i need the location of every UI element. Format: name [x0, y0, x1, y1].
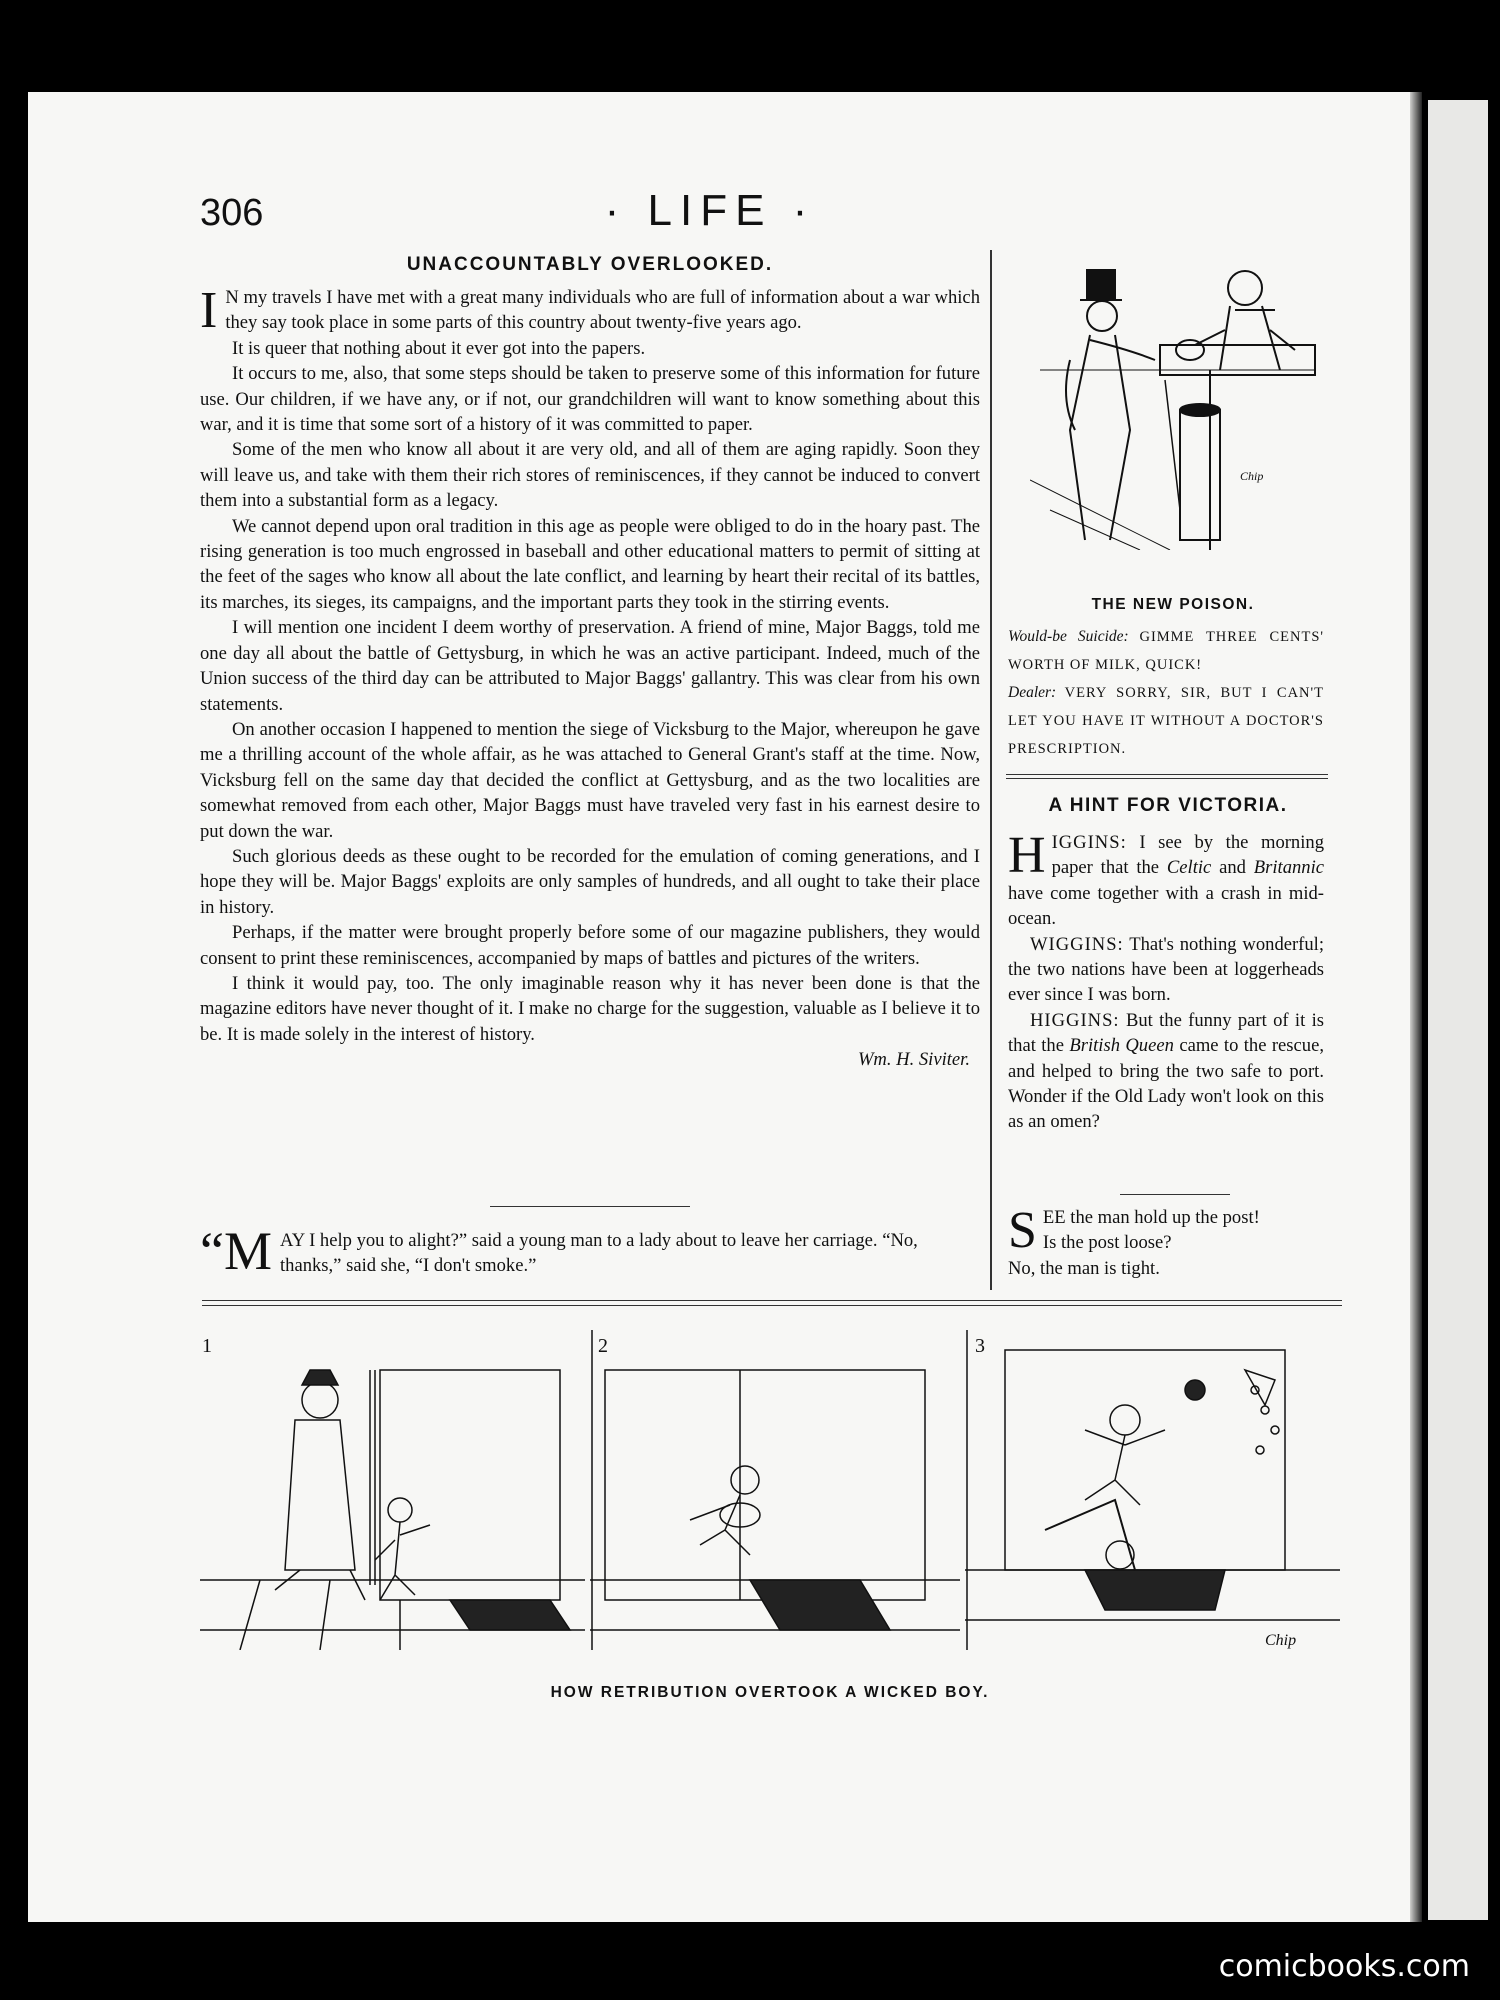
- next-page-edge: [1428, 100, 1488, 1920]
- article-title: UNACCOUNTABLY OVERLOOKED.: [406, 254, 774, 275]
- comic-caption: HOW RETRIBUTION OVERTOOK A WICKED BOY.: [550, 1684, 990, 1701]
- article-paragraph: It occurs to me, also, that some steps should be taken to preserve some of this information for future use. Our children, if we have any, or if not, our grandchildren will want to know something about this war, and it is time that some sort of a history of it was committed to paper.: [200, 363, 980, 436]
- article-paragraph: Perhaps, if the matter were brought properly before some of our magazine publishers, they would consent to print these reminiscences, accompanied by maps of battles and pictures of the writers.: [200, 922, 980, 969]
- comic-panel-1: [200, 1330, 585, 1650]
- comic-panel-2-image: [590, 1330, 960, 1650]
- separator-rule: [1006, 774, 1328, 779]
- panel-number: 1: [202, 1335, 212, 1357]
- drop-cap: S: [1008, 1202, 1037, 1259]
- separator-rule: [490, 1206, 690, 1207]
- see-verse: S EE the man hold up the post! Is the post loose? No, the man is tight.: [1008, 1202, 1260, 1279]
- dealer-line: VERY SORRY, SIR, BUT I CAN'T LET YOU HAVE IT WITHOUT A DOCTOR'S PRESCRIPTION.: [1008, 685, 1325, 757]
- artist-signature: Chip: [1265, 1632, 1297, 1649]
- poison-title: THE NEW POISON.: [1091, 596, 1255, 613]
- hint-body: [1008, 827, 1325, 1135]
- hint-paragraph: WIGGINS: That's nothing wonderful; the two nations have been at loggerheads ever since I was born.: [1008, 933, 1325, 1006]
- comic-panel-3-image: [965, 1330, 1340, 1650]
- hint-paragraph: HIGGINS: But the funny part of it is that the British Queen came to the rescue, and helped to bring the two safe to port. Wonder if the Old Lady won't look on this as an omen?: [1008, 1009, 1324, 1133]
- article-body: [200, 282, 980, 1073]
- article-paragraph: I N my travels I have met with a great many individuals who are full of information about a war which they say took place in some parts of this country about twenty-five years ago.: [200, 282, 980, 339]
- page-gutter: [1410, 92, 1422, 1922]
- joke-paragraph: “MAY I help you to alight?” said a young man to a lady about to leave her carriage. “No, thanks,” said she, “I don't smoke.”: [200, 1221, 918, 1281]
- comic-panel-3: [965, 1330, 1340, 1650]
- watermark: comicbooks.com: [1218, 1949, 1470, 1984]
- drop-cap: I: [200, 282, 218, 339]
- shop-scene-image: [1030, 250, 1320, 550]
- article-paragraph: I think it would pay, too. The only imaginable reason why it has never been done is that the magazine editors have never thought of it. I make no charge for the suggestion, valuable as I believe it to be. It is made solely in the interest of history.: [200, 972, 980, 1045]
- masthead: · LIFE ·: [604, 186, 816, 235]
- separator-rule: [1120, 1194, 1230, 1195]
- article-paragraph: Such glorious deeds as these ought to be recorded for the emulation of coming generations, and I hope they will be. Major Baggs' exploits are only samples of hundreds, and all ought to take their place in history.: [200, 845, 980, 918]
- hint-title: A HINT FOR VICTORIA.: [1048, 795, 1288, 816]
- article-paragraph: It is queer that nothing about it ever got into the papers.: [232, 337, 646, 359]
- article-paragraph: On another occasion I happened to mention the siege of Vicksburg to the Major, whereupon he gave me a thrilling account of the whole affair, as he was attached to General Grant's staff at the time. Now, Vicksburg fell on the same day that decided the conflict at Gettysburg, and as the two localities are somewhat removed from each other, Major Baggs must have traveled very fast in his earnest desire to put down the war.: [200, 718, 980, 842]
- joke-drop-cap: “M: [200, 1221, 272, 1281]
- section-rule: [202, 1300, 1342, 1306]
- panel-number: 2: [598, 1335, 608, 1357]
- article-signature: Wm. H. Siviter.: [857, 1049, 970, 1071]
- poison-illustration: [1030, 250, 1320, 550]
- comic-panel-1-image: [200, 1330, 585, 1650]
- svg-text:Chip: Chip: [1240, 469, 1264, 483]
- column-divider: [990, 250, 992, 1290]
- comic-panel-2: [590, 1330, 960, 1650]
- speaker-suicide: Would-be Suicide:: [1008, 628, 1129, 645]
- poison-dialogue: [1008, 623, 1324, 763]
- panel-number: 3: [975, 1335, 985, 1357]
- article-paragraph: I will mention one incident I deem worthy of preservation. A friend of mine, Major Baggs, told me one day all about the battle of Gettysburg, in which he was an active participant. Indeed, much of the Union success of the third day can be attributed to Major Baggs' gallantry. This was clear from his own statements.: [200, 617, 980, 715]
- suicide-line: GIMME THREE CENTS' WORTH OF MILK, QUICK!: [1008, 629, 1324, 673]
- page-number: 306: [200, 192, 264, 234]
- hint-paragraph: HIGGINS: I see by the morning paper that the Celtic and Britannic have come together with a crash in mid-ocean.: [1008, 827, 1325, 930]
- article-paragraph: We cannot depend upon oral tradition in this age as people were obliged to do in the hoary past. The rising generation is too much engrossed in baseball and other educational matters to permit of sitting at the feet of the sages who know all about the late conflict, and learning by heart their recital of its battles, its marches, its sieges, its campaigns, and the important parts they took in the stirring events.: [200, 515, 980, 613]
- speaker-dealer: Dealer:: [1008, 684, 1057, 701]
- article-paragraph: Some of the men who know all about it are very old, and all of them are aging rapidly. Soon they will leave us, and take with them their rich stores of reminiscences, if they cannot be induced to convert them into a substantial form as a legacy.: [200, 439, 980, 512]
